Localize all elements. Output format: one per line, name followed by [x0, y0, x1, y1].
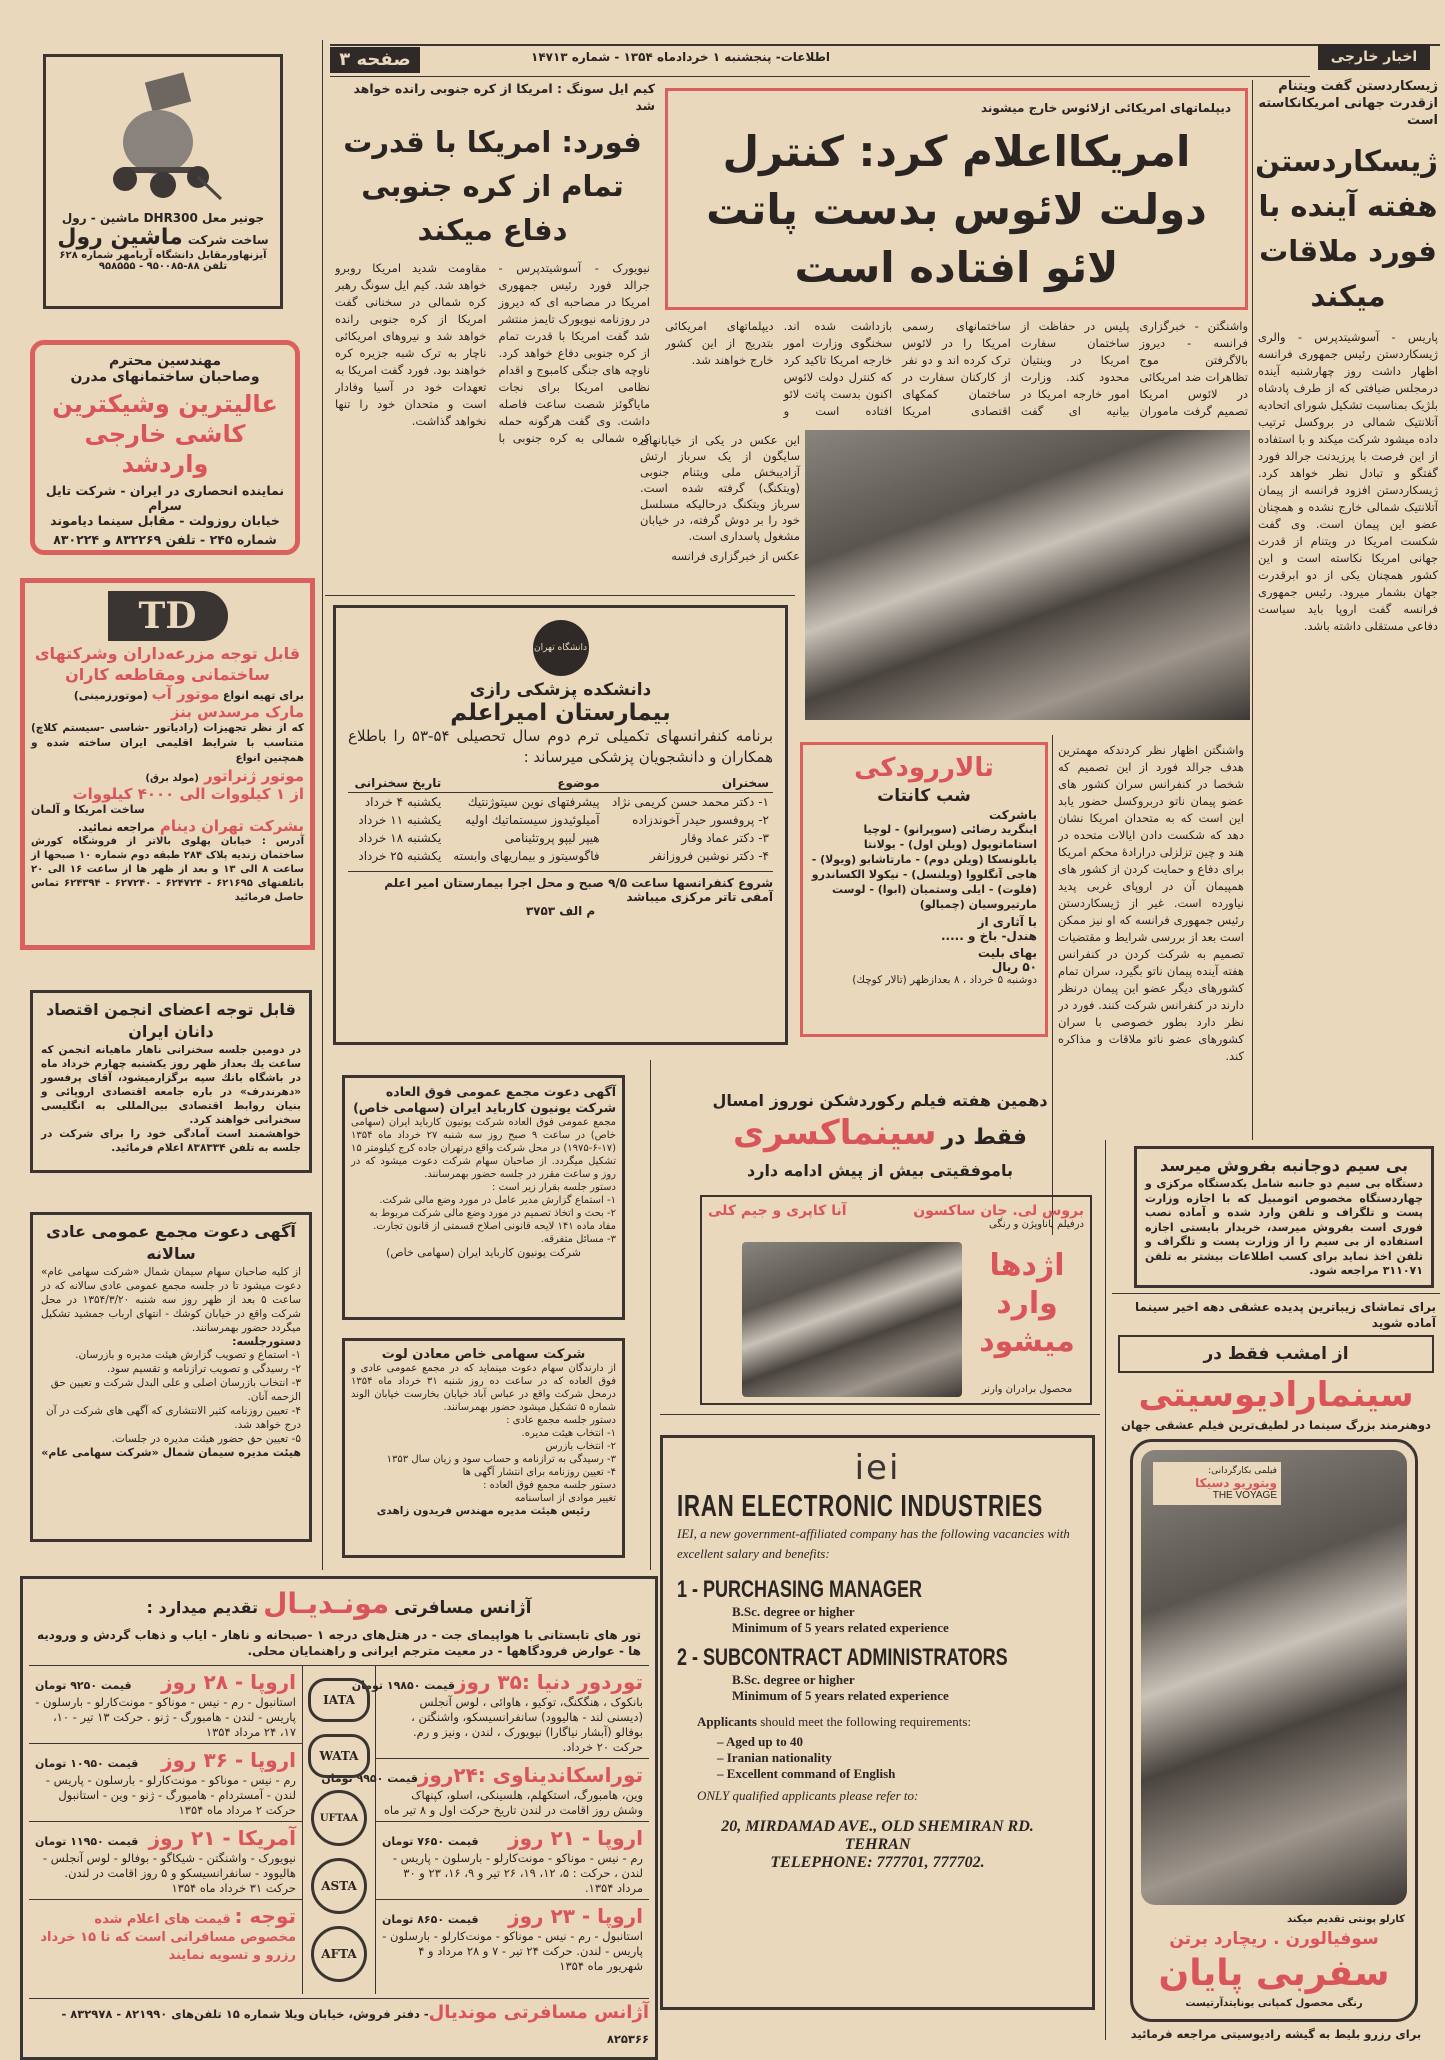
roudaki-datetime: دوشنبه ۵ خرداد ، ۸ بعدازظهر (تالار کوچك): [852, 974, 1037, 986]
lut-agenda-title: دستور جلسه مجمع عادی :: [506, 1415, 616, 1426]
radiocity-tonight: از امشب فقط در: [1118, 1335, 1434, 1373]
table-header-row: [348, 774, 773, 793]
motor-ad-product: موتور آب: [151, 685, 220, 703]
kasra-poster: [700, 1195, 1092, 1405]
kasra-subtitle: درفیلم پاناویژن و رنگی: [988, 1219, 1084, 1230]
tour-title: اروپا - ۲۱ روز: [508, 1826, 643, 1850]
iei-applicant-requirement: – Iranian nationality: [717, 1750, 832, 1765]
iei-position-title: 2 - SUBCONTRACT ADMINISTRATORS: [677, 1644, 1008, 1671]
voyage-poster: [1130, 1439, 1418, 2023]
ad-amir-alam-conference: [333, 605, 788, 1045]
section-rule: [1112, 1293, 1440, 1294]
iei-applicants-text: should meet the following requirements:: [760, 1714, 972, 1729]
cement-body: از کلیه صاحبان سهام سیمان شمال «شرکت سهامی عام» دعوت میشود تا در جلسه مجمع عمومی عادی سالانه که در ساعت ۵ بعد از ظهر روز سه شنبه ۱۳۵۴/۳/۲۰ در محل شرکت واقع در خیابان کوشك - انتهای ارباب جمشید تشکیل میگردد حضور بهمرسانند.: [41, 1266, 301, 1334]
table-row: [348, 811, 773, 829]
tour-item[interactable]: [376, 1900, 649, 1977]
roudaki-with: باشرکت: [989, 808, 1037, 822]
carbide-headline: آگهی دعوت مجمع عمومی فوق العاده شرکت یونیون کارباید ایران (سهامی خاص): [353, 1084, 616, 1115]
giscard-article-body: پاریس - آسوشیتدپرس - والری ژیسکاردستن رئیس جمهوری فرانسه اظهار داشت روز چهارشنبه آینده درمجلس ضیافتی که از طرف پادشاه بلژیک بمناسبت تشکیل شورای اتحادیه آتلانتیک شمالی در بروکسل ترتیب داده میشود شرکت میکند و با استفاده از این فرصت با پرزیدنت جرالد فورد گفتگو و تبادل نظر خواهد کرد. ژیسکاردستن افزود فرانسه از پیمان آتلانتیک شمالی خارج نشده و همچنان عضو این پیمان است. وی گفت شکست امریکا در ویتنام از قدرت جهانی امریکا نکاسته است و این کشور همچنان یکی از دو ابرقدرت جهان بشمار میرود. رئیس جمهوری فرانسه گفت اروپا باید سیاست دفاعی مستقلی داشته باشد.: [1258, 330, 1438, 633]
conference-schedule-table: [348, 774, 773, 865]
roudaki-price: ۵۰ ریال: [991, 960, 1037, 974]
voyage-director-label: فیلمی بکارگردانی:: [1208, 1465, 1277, 1476]
column-header: موضوع: [445, 774, 603, 793]
iei-company-name: IRAN ELECTRONIC INDUSTRIES: [677, 1488, 1043, 1523]
nato-article-body: واشنگتن اظهار نظر کردندکه مهمترین هدف جرالد فورد از این تصمیم که شخصا در کنفرانس سران کشور های عضو پیمان ناتو دربروکسل حضور یابد این است که به متحدان امریکا نشان دهد که شکست دادن ایالات متحده در هند و چین تزلزلی درارادهٔ محکم امریکا برای دفاع و حمایت کردن از کشور های همپیمان آن در اروپای غربی پدید نیاورده است. غیر از ژیسکاردستن رئیس جمهوری فرانسه که او نیز ممکن است بعد از بررسی شرایط و مقتضیات تصمیم به شرکت کردن در کنفرانس هفته آینده پیمان ناتو بگیرد، سران تمام کشورهای دیگر عضو این پیمان درنظر دارند در کنفرانس شرکت کنند. فورد در نظر دارد بطور خصوصی با سران کشورهای عضو ناتو ملاقات و مذاکره کند.: [1058, 743, 1244, 1063]
ad-tiles: [30, 340, 300, 555]
column-divider: [1252, 80, 1253, 1140]
speaker: ۴- دکتر نوشین فروزانفر: [649, 849, 769, 863]
column-header: سخنران: [604, 774, 773, 793]
motor-ad-origin: ساخت امریکا و آلمان: [31, 803, 145, 816]
column-divider: [1105, 1140, 1106, 2040]
tour-title: توردور دنیا :۳۵ روز: [455, 1670, 643, 1694]
iei-requirement: Minimum of 5 years related experience: [732, 1620, 949, 1635]
laos-headline-box: [665, 88, 1248, 310]
tour-title: اروپا - ۲۸ روز: [161, 1670, 296, 1694]
date: یکشنبه ۱۱ خرداد: [358, 813, 442, 827]
agenda-item: ۱- استماع و تصویب گزارش هیئت مدیره و بازرسان.: [75, 1349, 301, 1361]
kasra-producer: محصول برادران وارنر: [981, 1384, 1073, 1395]
voyage-title-card: [1153, 1462, 1281, 1505]
iei-address: 20, MIRDAMAD AVE., OLD SHEMIRAN RD.: [721, 1818, 1034, 1835]
economists-headline: قابل توجه اعضای انجمن اقتصاد دانان ایران: [46, 1000, 296, 1041]
agenda-item: ۲- رسیدگی و تصویب ترازنامه و تقسیم سود.: [107, 1363, 301, 1375]
tour-item[interactable]: [29, 1744, 302, 1822]
ad-roudaki-hall: [800, 742, 1048, 1037]
ad-cinema-kasra: [665, 1090, 1095, 1182]
dateline: اطلاعات- پنجشنبه ۱ خردادماه ۱۳۵۴ - شماره ۱۴۷۱۳: [531, 50, 830, 64]
economists-footer: خواهشمند است آمادگی خود را برای شرکت در جلسه به تلفن ۸۳۸۳۳۴ اعلام فرمائید.: [41, 1128, 301, 1154]
agenda-item: ۳- مسائل متفرقه.: [540, 1234, 616, 1245]
article-kicker: کیم ایل سونگ : امریکا از کره جنوبی رانده خواهد شد: [353, 81, 655, 113]
voyage-stars: سوفیالورن . ریچارد برتن: [1169, 1929, 1379, 1949]
radiocity-footer: برای رزرو بلیط به گیشه رادیوسیتی مراجعه فرمائید: [1130, 2027, 1422, 2041]
roudaki-venue: تالاررودکی: [854, 753, 994, 783]
carbide-agenda-title: دستور جلسه بقرار زیر است :: [492, 1182, 616, 1193]
iei-requirement: Minimum of 5 years related experience: [732, 1688, 949, 1703]
cement-headline: آگهی دعوت مجمع عمومی عادی سالانه: [46, 1222, 296, 1263]
ad-iran-electronic-industries: [660, 1435, 1095, 2010]
tour-price: قیمت ۹۹۵۰ تومان: [321, 1772, 418, 1785]
note-label: توجه :: [234, 1904, 296, 1928]
roudaki-price-label: بهای بلیت: [977, 946, 1037, 960]
tile-ad-headline: عالیترین وشیکترین کاشی خارجی واردشد: [52, 390, 278, 478]
asta-logo-icon: ASTA: [311, 1858, 367, 1914]
td-logo: TD: [108, 591, 228, 641]
article-headline: فورد: امریکا با قدرت تمام از کره جنوبی دفاع میکند: [343, 125, 642, 247]
agenda-item: ۲- بحث و اتخاذ تصمیم در مورد وضع مالی شرکت مربوط به مفاد ماده ۱۴۱ لایحه قانونی اصلاح قسمتی از قانون تجارت.: [369, 1208, 616, 1232]
motor-ad-address: آدرس : خیابان پهلوی بالاتر از فروشگاه کورش ساختمان زندیه پلاک ۲۸۴ طبقه دوم شماره ۱۰ صبحها از ساعت ۸ الی ۱۳ و بعد از ظهر ها از ساعت ۱۶ الی ۲۰ باتلفنهای ۶۲۱۶۹۵ - ۶۲۴۷۲۴ - ۶۲۷۲۴۰ - ۶۲۴۳۹۴ تماس حاصل فرمائید: [31, 836, 304, 903]
iei-position-title: 1 - PURCHASING MANAGER: [677, 1576, 923, 1603]
tour-column-left: [29, 1666, 303, 1994]
iei-city: TEHRAN: [844, 1836, 911, 1853]
article-kicker: دیپلماتهای امریکائی ازلائوس خارج میشوند: [980, 101, 1231, 115]
mondial-brand: مونـدیـال: [263, 1587, 390, 1620]
motor-ad-text: که از نظر تجهیزات (رادیاتور -شاسی -سیستم کلاچ) متناسب با شرایط اقلیمی ایران ساخته شده و همچنین انواع: [31, 722, 304, 764]
radiocity-cinema-name: سینمارادیوسیتی: [1138, 1374, 1414, 1415]
agenda-item: ۱- استماع گزارش مدیر عامل در مورد وضع مالی شرکت.: [379, 1195, 616, 1206]
motor-ad-note: (موتورزمینی): [73, 689, 149, 702]
top-rule: [330, 44, 1440, 46]
iei-phone: TELEPHONE: 777701, 777702.: [770, 1854, 985, 1871]
radio-body: دستگاه بی سیم دو جانبه شامل یکدستگاه مرکزی و چهاردستگاه مخصوص اتومبیل که با اجازه وزارت پست و تلگراف و تلفن وارد شده و آماده نصب فوری است بفروش میرسد، خریدار بایستی اجازه استفاده از بی سیم را از وزارت پست و تلگراف و تلفن اخذ نماید برای کسب اطلاعات بیشتر به تلفن ۳۱۱۰۷۱ مراجعه شود.: [1145, 1177, 1423, 1277]
conference-ref: م الف ۳۷۵۳: [525, 904, 596, 918]
section-label: اخبار خارجی: [1318, 44, 1430, 70]
carbide-signature: شرکت یونیون کارباید ایران (سهامی خاص): [386, 1246, 581, 1259]
photo-saigon-street: [805, 430, 1250, 720]
mondial-footer: - دفتر فروش، خیابان ویلا شماره ۱۵ تلفن‌های ۸۲۱۹۹۰ - ۸۳۲۹۷۸ - ۸۲۵۳۶۶: [61, 2007, 649, 2046]
iei-requirement: B.Sc. degree or higher: [732, 1672, 855, 1687]
motor-ad-range: از ۱ کیلووات الی ۴۰۰۰ کیلووات: [72, 785, 304, 803]
table-row: [348, 793, 773, 812]
kasra-line2: باموفقیتی بیش از پیش ادامه دارد: [747, 1161, 1013, 1180]
tour-item[interactable]: [29, 1822, 302, 1900]
page-number-label: صفحه ۳: [330, 47, 420, 73]
tour-price: قیمت ۷۶۵۰ تومان: [382, 1835, 479, 1848]
tour-title: توراسکاندیناوی :۲۴روز: [417, 1763, 643, 1787]
speaker: ۱- دکتر محمد حسن کریمی نژاد: [611, 795, 769, 809]
iei-applicant-requirement: – Aged up to 40: [717, 1734, 803, 1749]
topic: پیشرفتهای نوین سیتوژنتیك: [467, 795, 600, 809]
ad-lut-mines: [342, 1338, 625, 1558]
roudaki-title: شب کانتات: [877, 786, 971, 806]
lut-extra: تغییر موادی از اساسنامه: [514, 1493, 616, 1504]
right-bottom-ads: [1112, 1146, 1440, 2042]
association-logos: [303, 1666, 375, 1994]
tour-price: قیمت ۱۱۹۵۰ تومان: [35, 1835, 139, 1848]
enter-the-dragon-artwork: [742, 1242, 962, 1397]
iei-applicants-label: Applicants: [697, 1714, 757, 1729]
tour-price: قیمت ۱۰۹۵۰ تومان: [35, 1757, 139, 1770]
date: یکشنبه ۲۵ خرداد: [358, 849, 442, 863]
tour-desc: رم - نیس - موناکو - مونت‌کارلو - بارسلون - پاریس - لندن ، حرکت : ۵، ۱۲، ۱۹، ۲۶ تیر و ۹، ۱۶، ۲۳ و ۳۰ مرداد ۱۳۵۴.: [392, 1851, 643, 1895]
roudaki-performers: اینگرید رضائی (سوپرانو) - لوچیا استاماتوپول (ویلن اول) - یولانتا یابلونسکا (ویلن دوم) - مارتاشابو (ویولا) - هاجی آنگلووا (ویلنسل) - نیکولا الکساندرو (فلوت) - ایلی وستمیان (ابوا) - لوست مارتیروسیان (چمبالو): [811, 823, 1037, 911]
ad-mondial-travel: [20, 1576, 658, 2060]
iei-only-qualified: ONLY qualified applicants please refer to:: [697, 1788, 919, 1803]
mondial-agency: آژانس مسافرتی: [394, 1598, 532, 1618]
motor-ad-note: (مولد برق): [145, 773, 199, 784]
tour-desc: بانکوک ، هنگکنگ، توکیو ، هاوائی ، لوس آنجلس (دیسنی لند - هالیوود) سانفرانسیسکو، واشنگتن ، بوفالو (آبشار نیاگارا) نیویورک ، لندن ، ونیز و رم. حرکت ۲۰ خرداد.: [411, 1695, 643, 1754]
masthead-rule: [330, 76, 1310, 77]
ad-union-carbide: [342, 1075, 625, 1320]
ad-tehran-dynam: [20, 578, 315, 950]
agenda-item: ۳- انتخاب بازرسان اصلی و علی البدل شرکت و تعیین حق الزحمه آنان.: [50, 1377, 301, 1403]
motor-ad-brand: مارک مرسدس بنز: [170, 703, 304, 721]
agenda-item: ۱- انتخاب هیئت مدیره.: [521, 1428, 616, 1439]
ad-concrete-mixer: [43, 54, 283, 309]
radio-headline: بی سیم دوجانبه بفروش میرسد: [1159, 1156, 1409, 1175]
ad-two-way-radio: [1134, 1146, 1434, 1288]
photo-caption: [640, 432, 800, 564]
column-divider: [322, 40, 323, 1570]
tile-ad-agent: نماینده انحصاری در ایران - شرکت تایل سرام: [45, 483, 285, 513]
kasra-line1: دهمین هفته فیلم رکوردشکن نوروز امسال: [712, 1091, 1048, 1110]
topic: آمیلوئیدوز سیستماتیك اولیه: [465, 813, 600, 827]
cement-agenda-title: دستورجلسه:: [232, 1335, 301, 1348]
kasra-cinema-name: سینماکسری: [733, 1113, 937, 1153]
topic: فاگوسیتوز و بیماریهای وابسته: [453, 849, 600, 863]
kasra-only-in: فقط در: [941, 1125, 1027, 1150]
tile-ad-phone: شماره ۲۴۵ - تلفن ۸۳۲۲۶۹ و ۸۳۰۲۲۴: [53, 532, 277, 547]
agenda-item: ۴- تعیین روزنامه برای انتشار آگهی ها: [462, 1467, 616, 1478]
kasra-stars: آنا کاپری و جیم کلی: [708, 1203, 847, 1219]
tour-desc: وین، هامبورگ، استکهلم، هلسینکی، اسلو، کپنهاک وشش روز اقامت در لندن تاریخ حرکت اول و ۸ تیر ماه: [383, 1788, 643, 1817]
mondial-intro: تور های تابستانی با هواپیمای جت - در هتل‌های درجه ۱ -صبحانه و ناهار - ایاب و ذهاب گردش و ورودیه ها - عوارض فرودگاهها - در معیت مترجم ایرانی و راهنمایان محلی.: [37, 1628, 642, 1658]
iei-logo: iei: [854, 1448, 901, 1488]
ad-shomal-cement: [30, 1212, 312, 1542]
iata-logo-icon: IATA: [308, 1678, 370, 1722]
motor-ad-text: برای تهیه انواع: [222, 689, 304, 702]
mixer-address: آیزنهاورمقابل دانشگاه آریامهر شماره ۶۲۸: [59, 250, 267, 261]
conference-intro: برنامه کنفرانسهای تکمیلی ترم دوم سال تحصیلی ۵۴-۵۳ را باطلاع همکاران و دانشجویان پزشکی میرساند :: [348, 727, 773, 766]
kasra-stars: بروس لی. جان ساکسون: [913, 1203, 1084, 1219]
tour-item[interactable]: [29, 1666, 302, 1744]
agenda-item: ۳- رسیدگی به ترازنامه و حساب سود و زیان سال ۱۳۵۳: [386, 1454, 616, 1465]
note-text: قیمت های اعلام شده مخصوص مسافرانی است که تا ۱۵ خرداد رزرو و تسویه نمایند: [40, 1912, 296, 1963]
tile-ad-address: خیابان روزولت - مقابل سینما دیاموند: [50, 513, 280, 528]
lut-headline: شرکت سهامی خاص معادن لوت: [381, 1347, 586, 1362]
tour-item[interactable]: [376, 1822, 649, 1900]
topic: هیپر لیپو پروتئینامی: [504, 831, 600, 845]
column-divider: [650, 1060, 651, 1570]
voyage-film-title: سفربی پایان: [1158, 1953, 1390, 1994]
tour-item[interactable]: [351, 1666, 649, 1759]
kasra-film-title: اژدها وارد میشود: [979, 1248, 1075, 1359]
laos-article-body: واشنگتن - خبرگزاری فرانسه - دیروز بالاگرفتن موج تظاهرات ضد امریکائی در لائوس امریکا تصمیم گرفت ماموران پلیس در حفاظت از ساختمان سفارت امریکا در وینتیان محدود کند. وزارت امور خارجه امریکا در بیانیه ای گفت ساختمانهای رسمی امریکا را در لائوس ترک کرده اند و دو نفر از کارکنان سفارت در ساختمان کمکهای اقتصادی امریکا بازداشت شده اند. سخنگوی وزارت امور خارجه امریکا تاکید کرد که کنترل دولت لائوس اکنون بدست پاتت لائو افتاده است و دیپلماتهای امریکائی بتدریج از این کشور خارج خواهند شد.: [665, 319, 1248, 418]
agenda-item: ۵- تعیین حق حضور هیئت مدیره در جلسات.: [111, 1433, 301, 1445]
section-rule: [660, 1414, 1100, 1415]
ford-article-body: نیویورک - آسوشیتدپرس - جرالد فورد رئیس جمهوری امریکا در مصاحبه ای که دیروز در روزنامه نیویورک تایمز منتشر شد گفت امریکا با قدرت تمام از کره جنوبی دفاع خواهد کرد. ناوچه های جنگی کامبوج و اقدام نظامی امریکا برای نجات مایاگوئز شصت ساعت فاصله داشت. وی گفت هرگونه حمله کره شمالی به کره جنوبی با مقاومت شدید امریکا روبرو خواهد شد. کیم ایل سونگ رهبر کره شمالی در سخنانی گفت امریکا از کره جنوبی رانده خواهد شد و نیروهای امریکائی ناچار به ترک شبه جزیره کره خواهند بود. فورد گفت امریکا به تعهدات خود در آسیا وفادار است و متحدان خود را تنها نخواهد گذاشت.: [335, 261, 650, 445]
tour-desc: استانبول - رم - نیس - موناکو - مونت‌کارلو - بارسلون - پاریس - لندن. حرکت ۲۴ تیر - ۷ و ۲۸ مرداد و ۴ شهریور ماه ۱۳۵۴: [382, 1929, 643, 1973]
article-kicker: ژیسکاردستن گفت ویتنام ازقدرت جهانی امریکانکاسته است: [1258, 79, 1438, 128]
cement-signature: هیئت مدیره سیمان شمال «شرکت سهامی عام»: [41, 1446, 301, 1459]
photo-credit: عکس از خبرگزاری فرانسه: [671, 549, 800, 563]
date: یکشنبه ۴ خرداد: [364, 795, 442, 809]
speaker: ۳- دکتر عماد وقار: [681, 831, 769, 845]
roudaki-works-label: با آثاری از: [977, 915, 1037, 929]
agenda-item: ۴- تعیین روزنامه کثیر الانتشاری که آگهی های شرکت در آن درج خواهد شد.: [45, 1405, 301, 1431]
motor-ad-refer: مراجعه نمائید.: [77, 821, 155, 834]
mixer-model: جونیر معل DHR300 ماشین - رول: [61, 211, 265, 225]
section-rule: [325, 595, 795, 596]
tour-desc: نیویورک - واشنگتن - شیکاگو - بوفالو - لوس آنجلس - هالیوود - سانفرانسیسکو و ۵ روز اقامت در لندن. حرکت ۳۱ خرداد ماه ۱۳۵۴: [42, 1851, 296, 1895]
tour-price: قیمت ۹۲۵۰ تومان: [35, 1679, 132, 1692]
mixer-phone: تلفن ۸۸-۹۵۰۰۸۵ - ۹۵۸۵۵۵: [98, 261, 228, 272]
voyage-studio: رنگی محصول کمپانی یونایتدآرتیست: [1185, 1998, 1363, 2009]
motor-ad-company: بشرکت تهران دینام: [159, 817, 304, 835]
article-headline: امریکااعلام کرد: کنترل دولت لائوس بدست پاتت لائو افتاده است: [706, 127, 1207, 292]
radiocity-tagline: دوهنرمند بزرگ سینما در لطیف‌ترین فیلم عشقی جهان: [1121, 1417, 1431, 1432]
mixer-maker-label: ساخت شرکت: [187, 233, 269, 247]
radiocity-teaser: برای تماشای زیباترین پدیده عشقی دهه اخیر سینما آماده شوید: [1135, 1299, 1436, 1330]
roudaki-works: هندل- باخ و .....: [941, 929, 1037, 943]
uftaa-logo-icon: UFTAA: [311, 1790, 367, 1846]
tour-desc: استانبول - رم - نیس - موناکو - مونت‌کارلو - بارسلون - پاریس - لندن - هامبورگ - ژنو . حرکت ۱۳ تیر - ۱۰، ۱۷، ۲۴ مرداد ۱۳۵۴: [35, 1695, 296, 1739]
concrete-mixer-icon: [103, 67, 223, 207]
date: یکشنبه ۱۸ خرداد: [358, 831, 442, 845]
tour-title: آمریکا - ۲۱ روز: [148, 1826, 296, 1850]
agenda-item: ۲- انتخاب بازرس: [545, 1441, 616, 1452]
ad-economists: [30, 990, 312, 1173]
economists-body: در دومین جلسه سخنرانی ناهار ماهیانه انجمن که ساعت یك بعداز ظهر روز یکشنبه چهارم خرداد ماه در باشگاه بانك سپه برگزارمیشود، آقای پرفسور «دهرندرف» در باره جامعه اقتصادی اروپائی و بنیان روابط اقتصادی بین‌المللی به انگلیسی سخنرانی خواهند کرد.: [41, 1044, 301, 1126]
table-row: [348, 829, 773, 847]
mixer-brand: ماشین رول: [57, 225, 183, 250]
table-row: [348, 847, 773, 865]
caption-text: این عکس در یکی از خیابانهای سایگون از یک سرباز ارتش آزادیبخش ملی ویتنام جنوبی (ویتکنگ) گرفته شده است. سرباز ویتکنگ درحالیکه مسلسل خود را بر دوش گرفته، در خیابان مشغول پاسداری است.: [640, 433, 800, 543]
speaker: ۲- پروفسور حیدر آخوندزاده: [632, 813, 769, 827]
lut-body: از دارندگان سهام دعوت مینماید که در مجمع عمومی عادی و فوق العاده که در ساعت ده روز شنبه ۳۱ خرداد ماه ۱۳۵۴ درمحل شرکت واقع در عباس آباد خیابان بخارست خیابان الوند شماره ۵ تشکیل میشود حضور بهمرسانند.: [351, 1363, 616, 1413]
ford-article: [330, 80, 655, 590]
iei-requirement: B.Sc. degree or higher: [732, 1604, 855, 1619]
mondial-footer-brand: آژانس مسافرتی موندیال: [428, 2002, 649, 2023]
carbide-body: مجمع عمومی فوق العاده شرکت یونیون کارباید ایران (سهامی خاص) در ساعت ۹ صبح روز سه شنبه ۲۷ خرداد ماه ۱۳۵۴ (۱۷-۶-۱۹۷۵) در محل شرکت واقع درتهران جاده کرج کیلومتر ۱۵ تشکیل میگردد. از صاحبان سهام شرکت دعوت میشود که در روز و ساعت مقرر در جلسه حضور بهمرسانند.: [351, 1117, 616, 1180]
iei-applicant-requirement: – Excellent command of English: [717, 1766, 896, 1781]
tour-desc: رم - نیس - موناکو - مونت‌کارلو - بارسلون - پاریس - لندن - آمستردام - هامبورگ - ژنو - وین - استانبول حرکت ۲ مرداد ماه ۱۳۵۴: [45, 1773, 296, 1817]
motor-ad-headline: قابل توجه مزرعه‌داران وشرکتهای ساختمانی ومقاطعه کاران: [34, 644, 301, 684]
tour-note: [29, 1900, 302, 1968]
tile-ad-line1: مهندسین محترم: [108, 353, 222, 369]
voyage-english-title: THE VOYAGE: [1212, 1489, 1277, 1501]
lut-signature: رئیس هیئت مدیره مهندس فریدون زاهدی: [376, 1505, 591, 1517]
iei-intro: IEI, a new government-affiliated company has the following vacancies with excellent salary and benefits:: [677, 1526, 1070, 1561]
tour-title: اروپا - ۳۶ روز: [161, 1748, 296, 1772]
laos-article: [665, 88, 1248, 428]
conference-hospital: بیمارستان امیراعلم: [450, 700, 671, 726]
conference-footer: شروع کنفرانسها ساعت ۹/۵ صبح و محل اجرا بیمارستان امیر اعلم آمفی تاتر مرکزی میباشد: [348, 871, 773, 904]
tour-title: اروپا - ۲۳ روز: [508, 1904, 643, 1928]
tour-price: قیمت ۸۶۵۰ تومان: [382, 1913, 479, 1926]
voyage-artwork: [1141, 1450, 1407, 1906]
voyage-presenter: کارلو پونتی تقدیم میکند: [1286, 1914, 1405, 1925]
voyage-director: ویتوریو دسیکا: [1195, 1475, 1277, 1490]
article-headline: ژیسکاردستن هفته آینده با فورد ملاقات میکند: [1255, 144, 1438, 313]
lut-extra-title: دستور جلسه مجمع فوق العاده :: [483, 1480, 616, 1491]
mondial-presents: تقدیم میدارد :: [146, 1598, 258, 1617]
wata-logo-icon: WATA: [308, 1734, 370, 1778]
motor-ad-product: موتور ژنراتور: [204, 767, 304, 785]
kasra-title-block: [972, 1247, 1082, 1397]
tile-ad-line2: وصاحبان ساختمانهای مدرن: [70, 369, 260, 385]
conference-faculty: دانشکده پزشکی رازی: [469, 680, 652, 700]
afta-logo-icon: AFTA: [311, 1926, 367, 1982]
column-header: تاریخ سخنرانی: [348, 774, 445, 793]
tour-price: قیمت ۱۹۸۵۰ تومان: [351, 1679, 455, 1692]
university-seal-icon: دانشگاه تهران: [533, 620, 589, 676]
